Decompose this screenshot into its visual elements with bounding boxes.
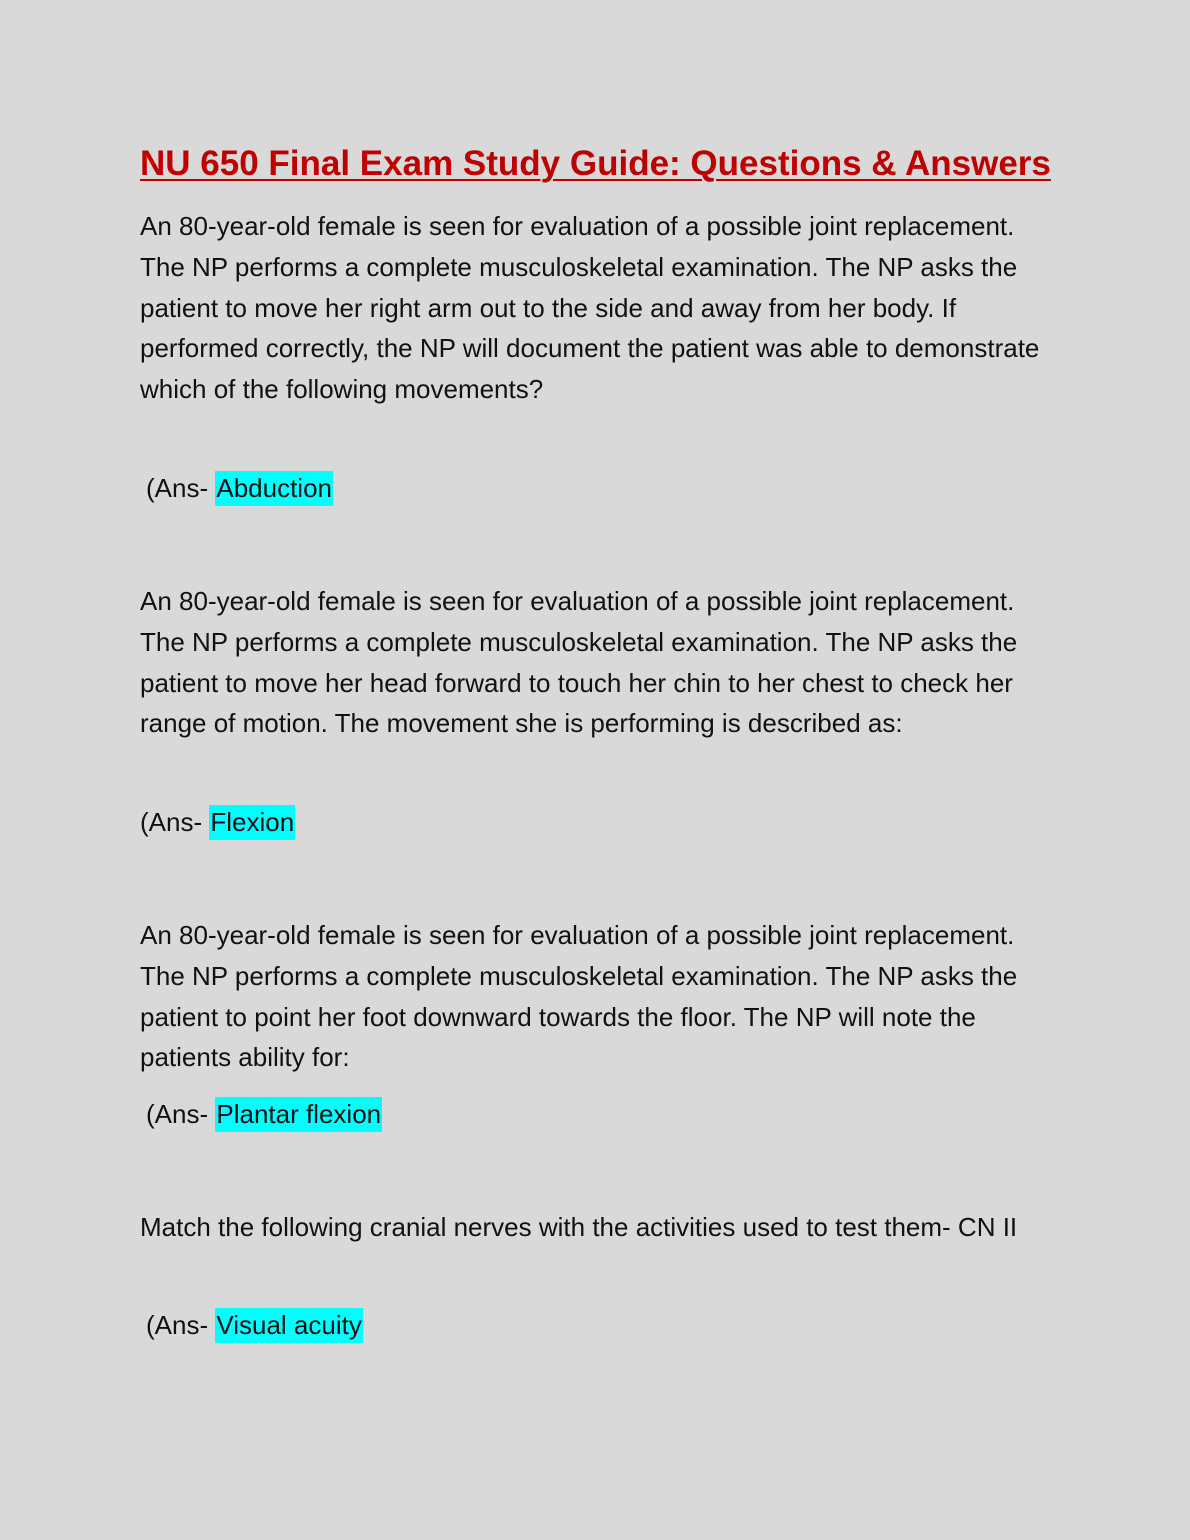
answer-4-prefix: (Ans-: [146, 1310, 209, 1340]
question-3-text: An 80-year-old female is seen for evaluation of a possible joint replacement. The NP performs a complete musculoskeletal examination. The NP asks the patient to point her foot downward towards the floor. The NP will note the patients ability for:: [140, 920, 1018, 1073]
question-2-text: An 80-year-old female is seen for evaluation of a possible joint replacement. The NP performs a complete musculoskeletal examination. The NP asks the patient to move her head forward to touch her chin to her chest to check her range of motion. The movement she is performing is described as:: [140, 586, 1018, 739]
answer-1: [146, 468, 333, 508]
answer-2-prefix: (Ans-: [140, 807, 203, 837]
answer-4-highlight: Visual acuity: [215, 1308, 363, 1343]
answer-1-highlight: Abduction: [215, 471, 333, 506]
question-4-text: Match the following cranial nerves with the activities used to test them- CN II: [140, 1212, 1018, 1242]
answer-2: [140, 802, 295, 842]
answer-4: [146, 1305, 363, 1345]
answer-1-prefix: (Ans-: [146, 473, 209, 503]
answer-2-highlight: Flexion: [209, 805, 295, 840]
answer-3-prefix: (Ans-: [146, 1099, 209, 1129]
question-1-text: An 80-year-old female is seen for evaluation of a possible joint replacement. The NP performs a complete musculoskeletal examination. The NP asks the patient to move her right arm out to the side and away from her body. If performed correctly, the NP will document the patient was able to demonstrate which of the following movements?: [140, 211, 1040, 405]
answer-3: [146, 1094, 382, 1134]
answer-3-highlight: Plantar flexion: [215, 1097, 382, 1132]
page-title: NU 650 Final Exam Study Guide: Questions & Answers: [140, 144, 1051, 183]
